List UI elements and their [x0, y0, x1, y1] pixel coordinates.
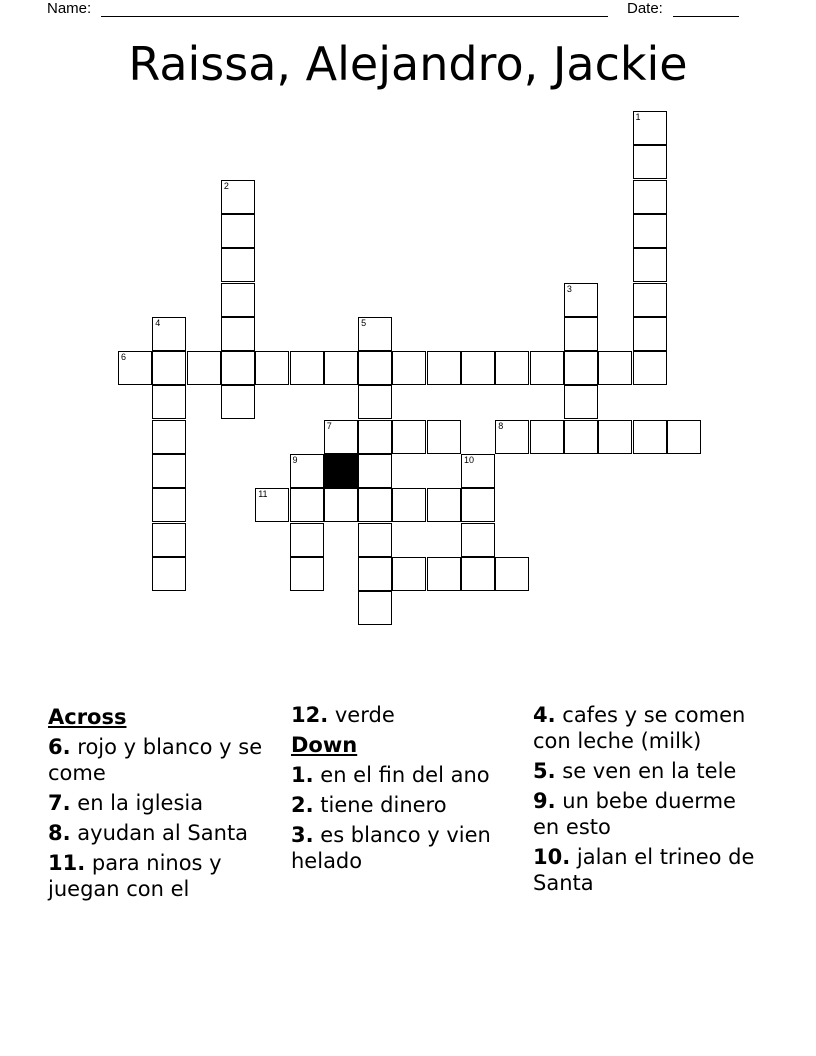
clue-text: cafes y se comen con leche (milk)	[533, 703, 746, 753]
crossword-cell[interactable]	[358, 488, 392, 522]
crossword-cell[interactable]	[633, 248, 667, 282]
cell-number: 3	[566, 283, 572, 294]
crossword-cell[interactable]	[427, 557, 461, 591]
crossword-cell[interactable]	[633, 420, 667, 454]
clue-text: para ninos y juegan con el	[48, 851, 222, 901]
crossword-cell[interactable]	[358, 454, 392, 488]
clues-column-3	[533, 702, 765, 900]
cell-number: 2	[223, 180, 229, 191]
across-heading: Across	[48, 705, 127, 729]
cell-number: 4	[155, 317, 161, 328]
crossword-cell[interactable]	[221, 385, 255, 419]
clue-down-1	[291, 762, 523, 788]
puzzle-title: Raissa, Alejandro, Jackie	[128, 37, 688, 91]
crossword-cell[interactable]	[290, 454, 324, 488]
clue-text: rojo y blanco y se come	[48, 735, 263, 785]
clues-column-1	[48, 702, 280, 906]
clue-across-11	[48, 850, 280, 902]
crossword-cell[interactable]	[392, 557, 426, 591]
crossword-cell[interactable]	[152, 523, 186, 557]
crossword-cell[interactable]	[358, 591, 392, 625]
cell-number: 5	[361, 317, 367, 328]
crossword-cell[interactable]	[633, 180, 667, 214]
cell-number: 11	[258, 489, 268, 500]
clue-down-5	[533, 758, 765, 784]
crossword-cell[interactable]	[564, 385, 598, 419]
crossword-cell[interactable]	[221, 351, 255, 385]
cell-number: 9	[292, 455, 298, 465]
crossword-cell[interactable]	[152, 351, 186, 385]
crossword-cell[interactable]	[461, 454, 495, 488]
crossword-cell[interactable]	[495, 351, 529, 385]
crossword-cell[interactable]	[633, 317, 667, 351]
clue-number: 1.	[291, 763, 314, 787]
crossword-cell[interactable]	[530, 420, 564, 454]
crossword-cell[interactable]	[392, 420, 426, 454]
clue-number: 12.	[291, 703, 329, 727]
clues-column-2	[291, 702, 523, 878]
crossword-cell[interactable]	[667, 420, 701, 454]
name-label: Name:	[47, 0, 92, 17]
crossword-cell[interactable]	[633, 145, 667, 179]
crossword-cell[interactable]	[152, 317, 186, 351]
crossword-cell[interactable]	[427, 488, 461, 522]
cell-number: 7	[326, 420, 332, 431]
crossword-cell[interactable]	[633, 283, 667, 317]
clue-text: en la iglesia	[70, 791, 204, 815]
crossword-cell[interactable]	[152, 385, 186, 419]
cell-number: 10	[464, 455, 475, 465]
clue-number: 2.	[291, 793, 314, 817]
clue-down-2	[291, 792, 523, 818]
crossword-cell[interactable]	[221, 214, 255, 248]
crossword-cell[interactable]	[358, 351, 392, 385]
crossword-cell[interactable]	[358, 523, 392, 557]
crossword-cell[interactable]	[564, 283, 598, 317]
crossword-cell[interactable]	[221, 180, 255, 214]
crossword-cell[interactable]	[152, 557, 186, 591]
crossword-cell[interactable]	[530, 351, 564, 385]
clue-down-3	[291, 822, 523, 874]
down-heading: Down	[291, 733, 358, 757]
clue-text: ayudan al Santa	[70, 821, 249, 845]
clue-text: es blanco y vien helado	[291, 823, 491, 873]
clue-number: 3.	[291, 823, 314, 847]
crossword-cell[interactable]	[358, 557, 392, 591]
clue-text: tiene dinero	[313, 793, 447, 817]
clue-number: 5.	[533, 759, 556, 783]
crossword-cell[interactable]	[221, 317, 255, 351]
cell-number: 6	[121, 352, 127, 363]
black-square	[324, 454, 358, 488]
date-label: Date:	[627, 0, 663, 17]
clue-text: verde	[328, 703, 395, 727]
clue-down-4	[533, 702, 765, 754]
crossword-cell[interactable]	[461, 488, 495, 522]
crossword-cell[interactable]	[358, 420, 392, 454]
crossword-cell[interactable]	[633, 214, 667, 248]
crossword-cell[interactable]	[358, 385, 392, 419]
crossword-cell[interactable]	[598, 420, 632, 454]
crossword-cell[interactable]	[290, 523, 324, 557]
crossword-cell[interactable]	[461, 523, 495, 557]
clue-number: 7.	[48, 791, 71, 815]
clue-number: 6.	[48, 735, 71, 759]
crossword-cell[interactable]	[255, 488, 289, 522]
crossword-cell[interactable]	[427, 420, 461, 454]
crossword-cell[interactable]	[221, 248, 255, 282]
crossword-cell[interactable]	[461, 557, 495, 591]
crossword-cell[interactable]	[152, 488, 186, 522]
crossword-cell[interactable]	[290, 351, 324, 385]
crossword-cell[interactable]	[598, 351, 632, 385]
crossword-cell[interactable]	[152, 454, 186, 488]
crossword-cell[interactable]	[324, 488, 358, 522]
crossword-cell[interactable]	[255, 351, 289, 385]
clue-number: 4.	[533, 703, 556, 727]
crossword-cell[interactable]	[392, 351, 426, 385]
crossword-cell[interactable]	[564, 317, 598, 351]
clue-across-7	[48, 790, 280, 816]
crossword-cell[interactable]	[633, 111, 667, 145]
clue-number: 10.	[533, 845, 571, 869]
clue-number: 8.	[48, 821, 71, 845]
crossword-cell[interactable]	[358, 317, 392, 351]
crossword-cell[interactable]	[152, 420, 186, 454]
clue-number: 11.	[48, 851, 86, 875]
crossword-cell[interactable]	[461, 351, 495, 385]
crossword-cell[interactable]	[564, 351, 598, 385]
clue-across-8	[48, 820, 280, 846]
clue-number: 9.	[533, 789, 556, 813]
cell-number: 8	[498, 420, 504, 431]
crossword-cell[interactable]	[118, 351, 152, 385]
clue-text: se ven en la tele	[555, 759, 737, 783]
crossword-cell[interactable]	[392, 488, 426, 522]
clue-across-6	[48, 734, 280, 786]
crossword-cell[interactable]	[324, 420, 358, 454]
clue-text: en el fin del ano	[313, 763, 490, 787]
crossword-cell[interactable]	[495, 557, 529, 591]
crossword-cell[interactable]	[427, 351, 461, 385]
clue-across-12	[291, 702, 523, 728]
clue-down-10	[533, 844, 765, 896]
crossword-cell[interactable]	[564, 420, 598, 454]
crossword-cell[interactable]	[290, 557, 324, 591]
cell-number: 1	[635, 112, 641, 122]
clue-text: un bebe duerme en esto	[533, 789, 736, 839]
clue-down-9	[533, 788, 765, 840]
crossword-cell[interactable]	[187, 351, 221, 385]
crossword-cell[interactable]	[221, 283, 255, 317]
crossword-cell[interactable]	[324, 351, 358, 385]
crossword-cell[interactable]	[633, 351, 667, 385]
crossword-cell[interactable]	[290, 488, 324, 522]
crossword-cell[interactable]	[495, 420, 529, 454]
clue-text: jalan el trineo de Santa	[533, 845, 755, 895]
